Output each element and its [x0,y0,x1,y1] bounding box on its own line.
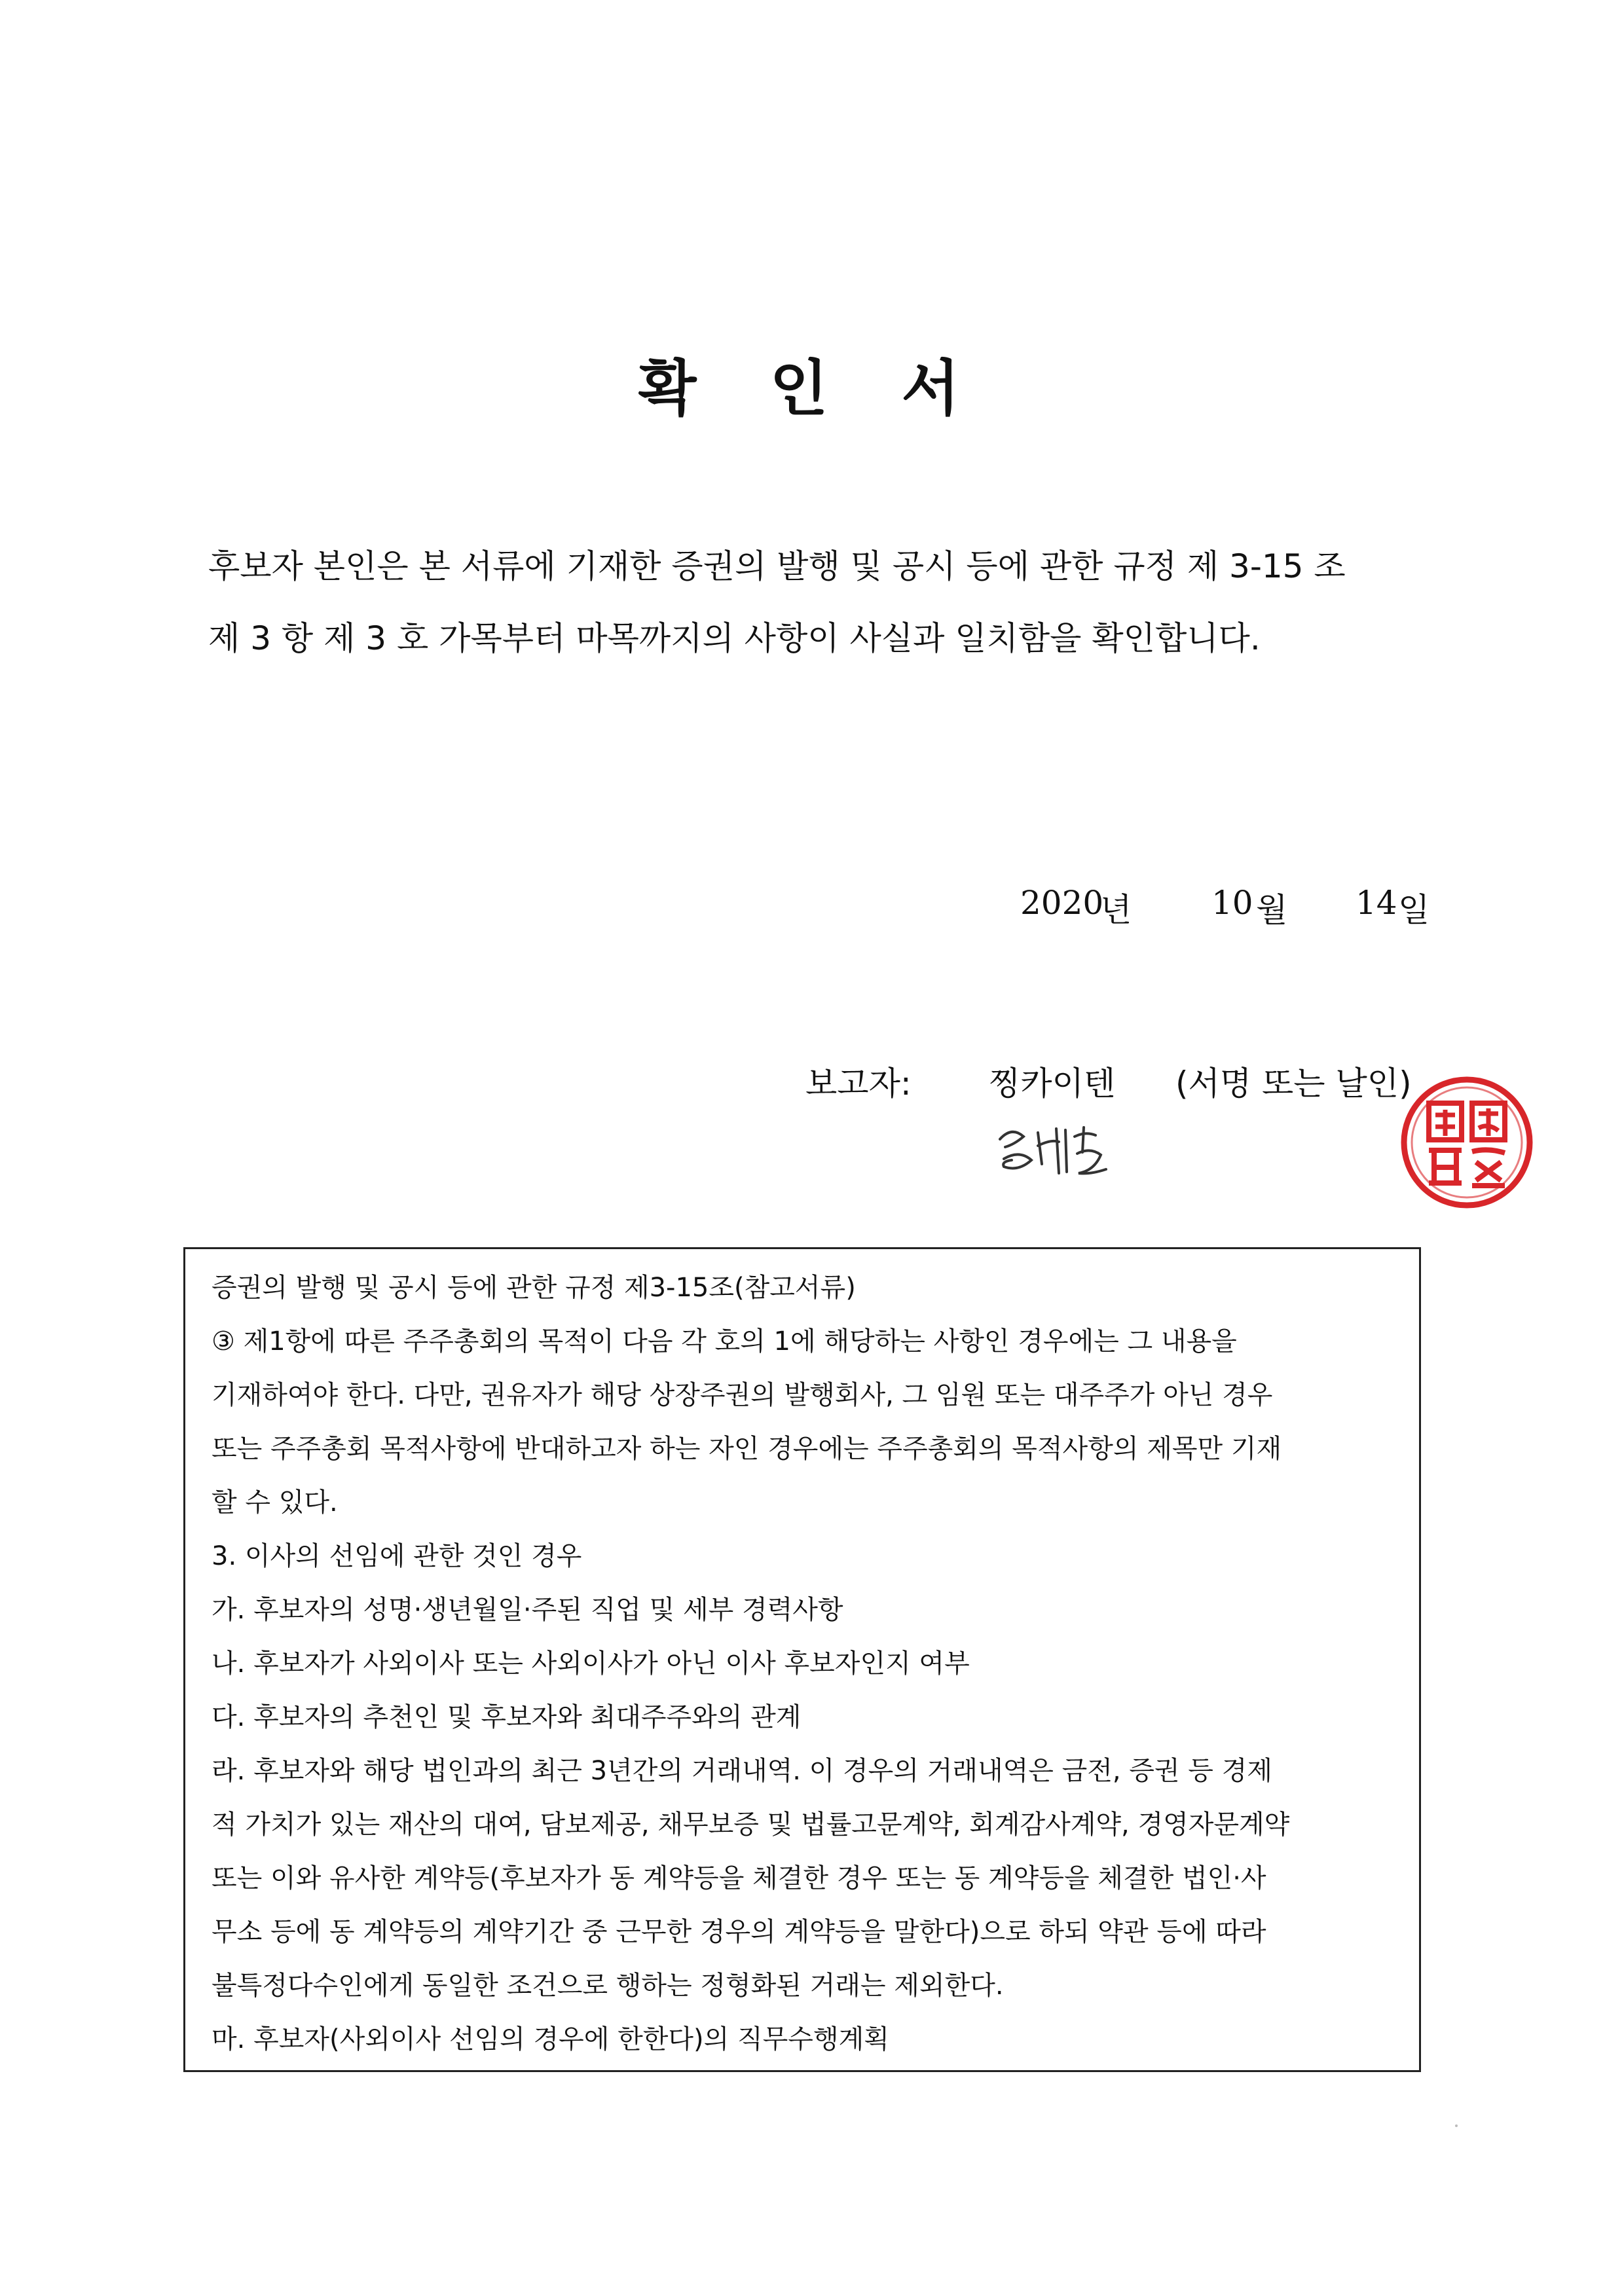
date-day: 14 [1356,884,1397,922]
date-month: 10 [1211,884,1253,922]
confirmation-statement [208,530,1452,674]
statement-line-2: 제 3 항 제 3 호 가목부터 마목까지의 사항이 사실과 일치함을 확인합니다. [208,619,1261,657]
reference-line: 증권의 발행 및 공시 등에 관한 규정 제3-15조(참고서류) [212,1273,856,1303]
reference-line: ③ 제1항에 따른 주주총회의 목적이 다음 각 호의 1에 해당하는 사항인 경우에는 그 내용을 [212,1326,1237,1357]
reference-line: 마. 후보자(사외이사 선임의 경우에 한한다)의 직무수행계획 [212,2024,889,2054]
reference-line: 다. 후보자의 추천인 및 후보자와 최대주주와의 관계 [212,1702,802,1732]
reference-line: 3. 이사의 선임에 관한 것인 경우 [212,1541,582,1571]
sign-note: (서명 또는 날인) [1175,1065,1412,1102]
reference-line: 가. 후보자의 성명·생년월일·주된 직업 및 세부 경력사항 [212,1595,843,1625]
reference-line: 할 수 있다. [212,1487,338,1518]
reference-line: 기재하여야 한다. 다만, 권유자가 해당 상장주권의 발행회사, 그 임원 또는 대주주가 아닌 경우 [212,1380,1273,1410]
red-seal-stamp [1395,1070,1539,1214]
date-month-unit: 월 [1256,891,1288,929]
scan-speck [1455,2124,1458,2127]
reference-line: 나. 후보자가 사외이사 또는 사외이사가 아닌 이사 후보자인지 여부 [212,1649,970,1679]
date-year-unit: 년 [1100,891,1132,929]
reporter-row [805,1057,1460,1110]
statement-line-1: 후보자 본인은 본 서류에 기재한 증권의 발행 및 공시 등에 관한 규정 제 3-15 조 [208,547,1346,585]
date-row [982,884,1434,936]
reference-line: 적 가치가 있는 재산의 대여, 담보제공, 채무보증 및 법률고문계약, 회계감사계약, 경영자문계약 [212,1810,1290,1840]
date-day-unit: 일 [1398,891,1430,929]
date-year: 2020 [1020,884,1104,922]
reference-line: 라. 후보자와 해당 법인과의 최근 3년간의 거래내역. 이 경우의 거래내역은 금전, 증권 등 경제 [212,1756,1272,1786]
document-title: 확 인 서 [638,354,986,424]
reference-line: 불특정다수인에게 동일한 조건으로 행하는 정형화된 거래는 제외한다. [212,1971,1004,2001]
reference-regulation-box [183,1247,1421,2072]
reporter-label: 보고자: [805,1065,912,1102]
reference-line: 무소 등에 동 계약등의 계약기간 중 근무한 경우의 계약등을 말한다)으로 하되 약관 등에 따라 [212,1917,1266,1947]
reference-line: 또는 주주총회 목적사항에 반대하고자 하는 자인 경우에는 주주총회의 목적사항의 제목만 기재 [212,1434,1282,1464]
reporter-name: 찡카이텐 [989,1065,1116,1102]
reference-line: 또는 이와 유사한 계약등(후보자가 동 계약등을 체결한 경우 또는 동 계약등을 체결한 법인·사 [212,1863,1266,1893]
handwritten-signature [986,1113,1116,1185]
